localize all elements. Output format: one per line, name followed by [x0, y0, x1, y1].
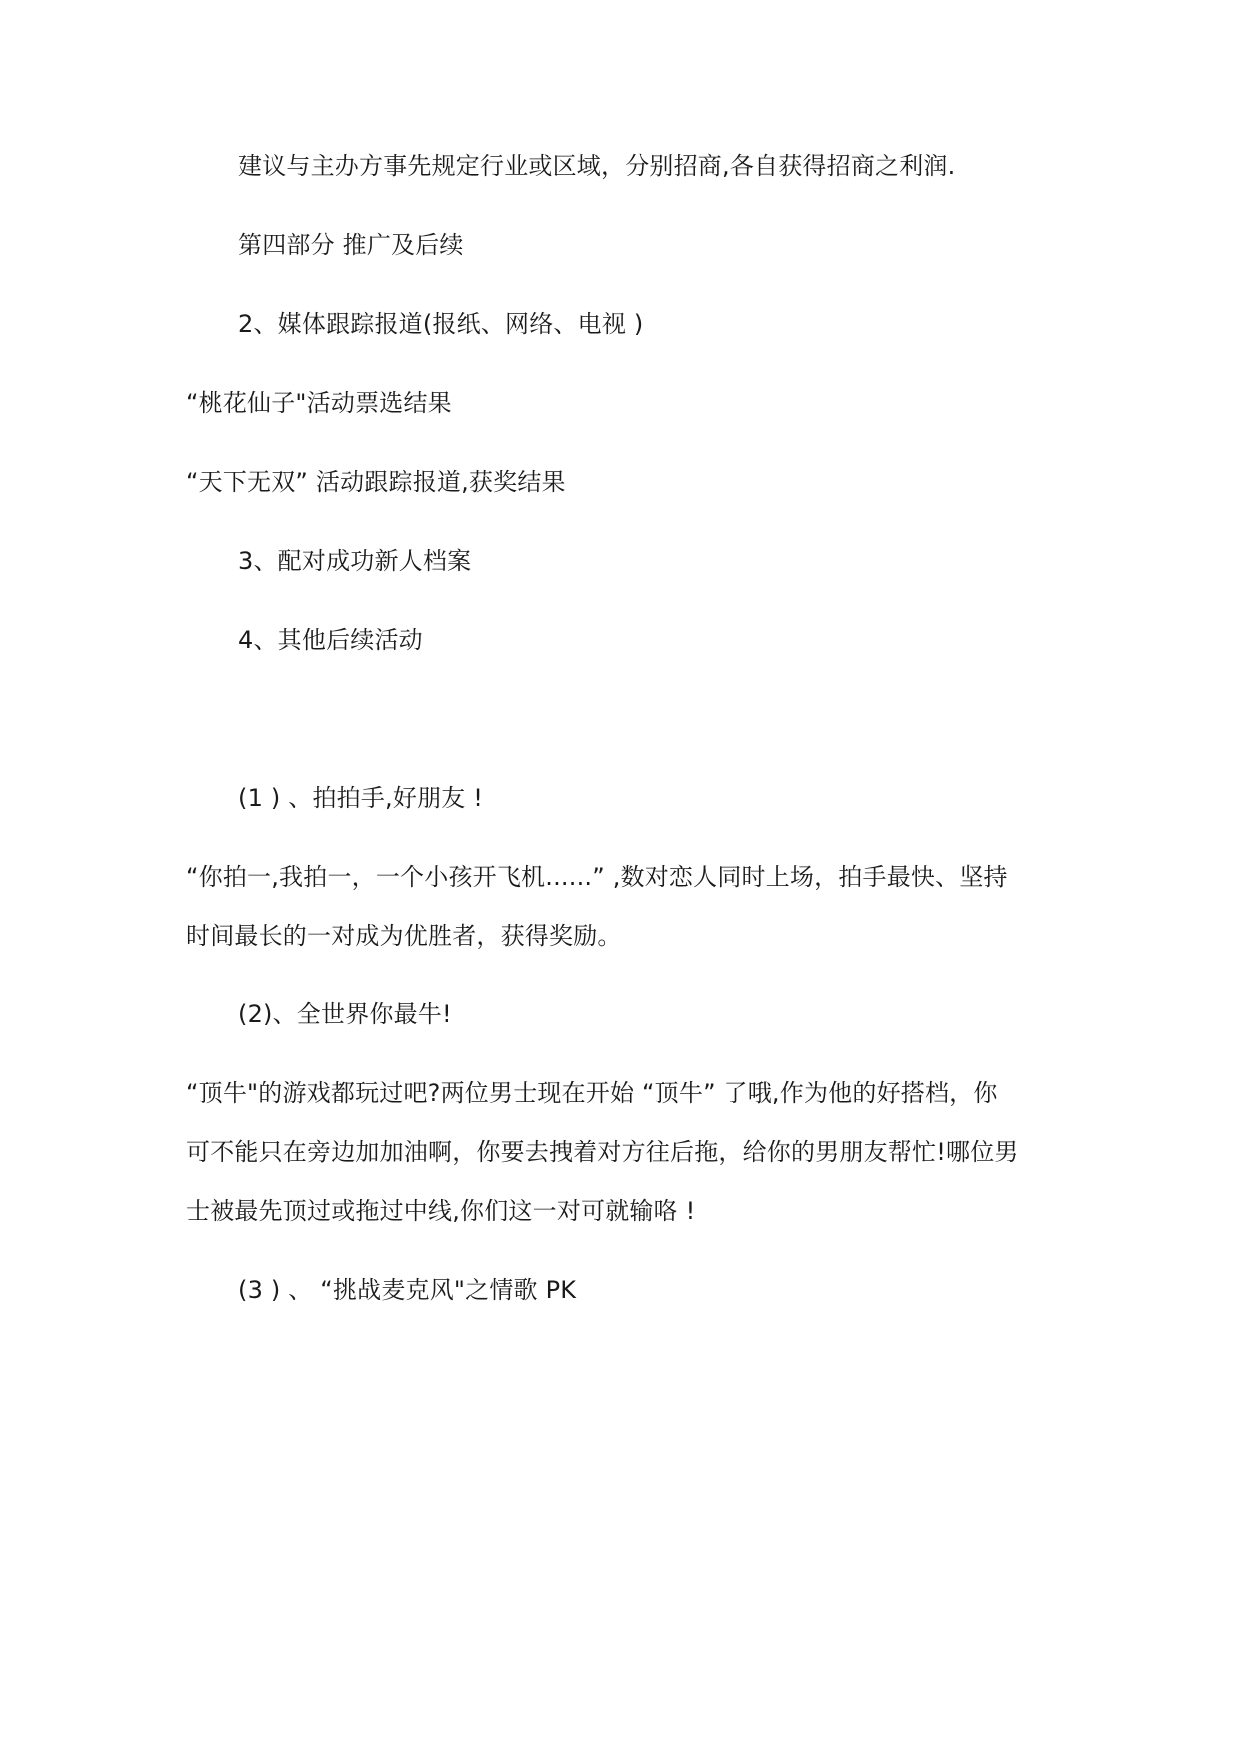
paragraph-line: “桃花仙子"活动票选结果: [186, 389, 452, 417]
paragraph-line: 可不能只在旁边加加油啊，你要去拽着对方往后拖，给你的男朋友帮忙!哪位男: [186, 1138, 1019, 1166]
subsection-heading: (3 ) 、 “挑战麦克风"之情歌 PK: [238, 1276, 577, 1304]
section-heading: 第四部分 推广及后续: [238, 231, 464, 259]
list-item-heading: 4、其他后续活动: [238, 626, 423, 654]
paragraph-line: “你拍一,我拍一，一个小孩开飞机......” ,数对恋人同时上场，拍手最快、坚持: [186, 863, 1008, 891]
subsection-heading: (2)、全世界你最牛!: [238, 1000, 452, 1028]
paragraph-line: 时间最长的一对成为优胜者，获得奖励。: [186, 922, 622, 950]
subsection-heading: (1 ) 、拍拍手,好朋友 !: [238, 784, 484, 812]
paragraph-line: “顶牛"的游戏都玩过吧?两位男士现在开始 “顶牛” 了哦,作为他的好搭档，你: [186, 1079, 998, 1107]
list-item-heading: 2、媒体跟踪报道(报纸、网络、电视 ): [238, 310, 644, 338]
paragraph-line: 士被最先顶过或拖过中线,你们这一对可就输咯 !: [186, 1197, 696, 1225]
paragraph-line: 建议与主办方事先规定行业或区域，分别招商,各自获得招商之利润.: [238, 152, 956, 180]
paragraph-line: “天下无双” 活动跟踪报道,获奖结果: [186, 468, 566, 496]
list-item-heading: 3、配对成功新人档案: [238, 547, 472, 575]
